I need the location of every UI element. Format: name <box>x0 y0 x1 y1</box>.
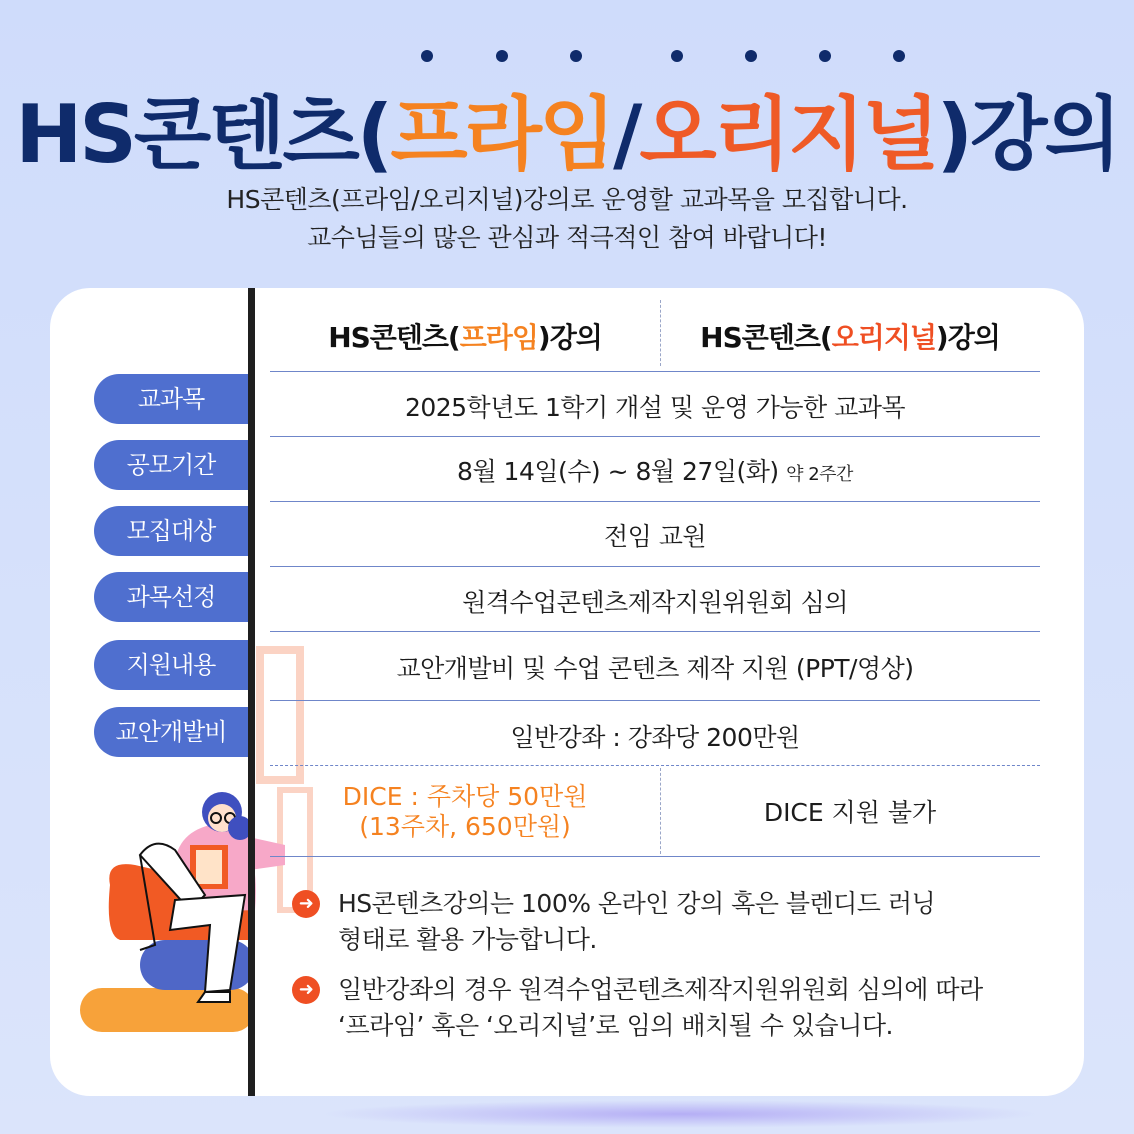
label-target: 모집대상 <box>94 506 248 556</box>
column-divider <box>660 300 661 366</box>
emphasis-dots <box>390 50 613 62</box>
row-divider-dashed <box>270 765 1040 766</box>
label-course: 교과목 <box>94 374 248 424</box>
page-title <box>0 70 1134 185</box>
dice-prime: DICE : 주차당 50만원 (13주차, 650만원) <box>342 782 588 841</box>
column-header-prime: HS콘텐츠(프라임)강의 <box>328 321 602 354</box>
row-divider <box>270 856 1040 857</box>
row-divider <box>270 371 1040 372</box>
dice-original: DICE 지원 불가 <box>763 798 937 827</box>
table-divider-bar <box>248 288 255 1096</box>
value-selection: 원격수업콘텐츠제작지원위원회 심의 <box>462 588 848 617</box>
row-divider <box>270 631 1040 632</box>
title-prime: 프라임 <box>390 70 613 185</box>
period-note: 약 2주간 <box>786 464 853 485</box>
arrow-right-circle-icon: ➜ <box>292 976 320 1004</box>
subtitle <box>0 181 1134 257</box>
title-slash: / <box>613 88 640 181</box>
row-divider <box>270 501 1040 502</box>
label-support: 지원내용 <box>94 640 248 690</box>
value-dev-fee: 일반강좌 : 강좌당 200만원 <box>510 723 800 752</box>
column-header-original: HS콘텐츠(오리지널)강의 <box>700 321 1000 354</box>
value-period: 8월 14일(수) ~ 8월 27일(화) 약 2주간 <box>457 457 853 486</box>
label-period: 공모기간 <box>94 440 248 490</box>
title-original: 오리지널 <box>639 70 936 185</box>
subtitle-line-2: 교수님들의 많은 관심과 적극적인 참여 바랍니다! <box>307 223 827 252</box>
emphasis-dots <box>639 50 936 62</box>
title-suffix: )강의 <box>936 88 1119 181</box>
label-dev-fee: 교안개발비 <box>94 707 248 757</box>
arrow-right-circle-icon: ➜ <box>292 890 320 918</box>
value-course: 2025학년도 1학기 개설 및 운영 가능한 교과목 <box>404 393 906 422</box>
row-divider <box>270 700 1040 701</box>
row-divider <box>270 566 1040 567</box>
value-target: 전임 교원 <box>603 522 707 551</box>
label-selection: 과목선정 <box>94 572 248 622</box>
subtitle-line-1: HS콘텐츠(프라임/오리지널)강의로 운영할 교과목을 모집합니다. <box>226 185 908 214</box>
value-support: 교안개발비 및 수업 콘텐츠 제작 지원 (PPT/영상) <box>396 654 914 683</box>
title-prefix: HS콘텐츠( <box>15 88 391 181</box>
reading-person-illustration <box>80 640 380 1060</box>
row-divider <box>270 436 1040 437</box>
card-shadow <box>320 1100 1040 1128</box>
